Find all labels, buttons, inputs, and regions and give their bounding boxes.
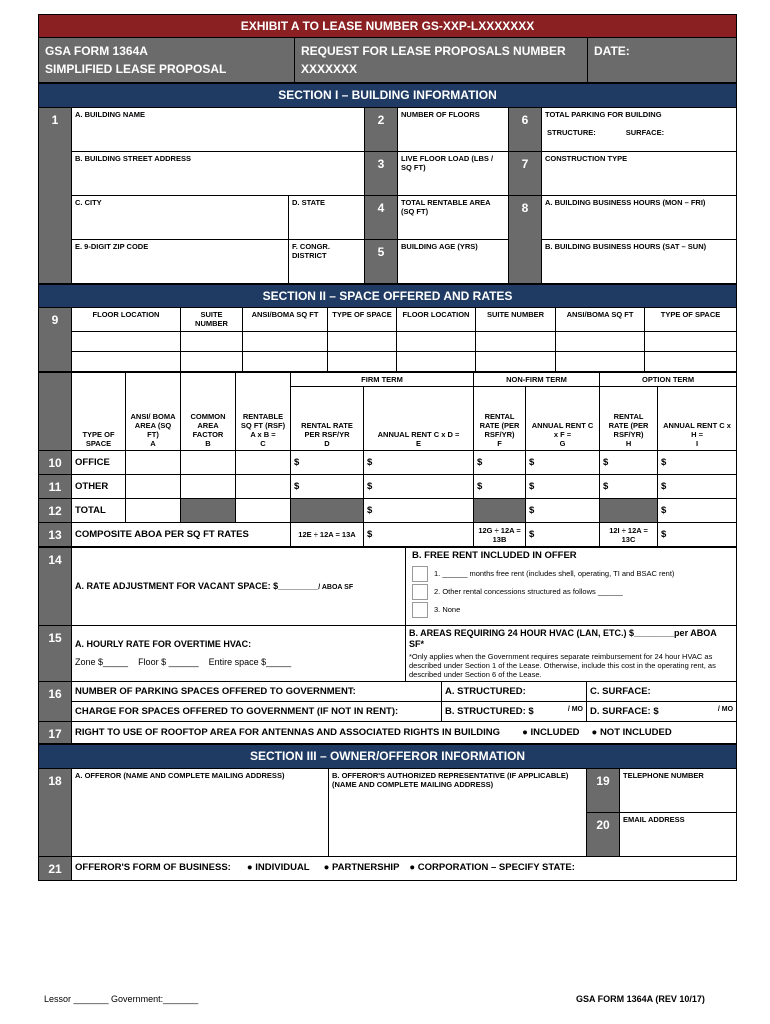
row-number-21: 21 [39,856,72,880]
city-field[interactable]: C. CITY [72,195,289,239]
rate-cell[interactable]: $ [291,451,364,475]
not-included-label: NOT INCLUDED [599,726,672,738]
shaded-cell [291,499,364,523]
total-label: TOTAL [72,499,126,523]
row-number-1: 1 [39,107,72,283]
office-label: OFFICE [72,451,126,475]
row-number-12: 12 [39,499,72,523]
section-1-title: SECTION I – BUILDING INFORMATION [39,84,737,107]
shaded-cell [474,499,526,523]
col-ansi-label: ANSI/ BOMA AREA (SQ FT) [130,412,176,440]
shaded-cell [600,499,658,523]
form-header [38,14,737,83]
col-rent-firm-letter: E [416,439,422,449]
congr-district-field[interactable]: F. CONGR. DISTRICT [289,239,365,283]
rate-cell[interactable] [181,475,236,499]
row-number-4: 4 [365,195,398,239]
space-header: ANSI/BOMA SQ FT [243,308,328,332]
space-cell[interactable] [556,352,645,372]
parking-structured-field[interactable]: A. STRUCTURED: [442,681,587,701]
individual-option[interactable]: ● INDIVIDUAL [246,862,310,874]
space-cell[interactable] [181,332,243,352]
rate-adjustment-unit: / ABOA SF [318,583,354,591]
col-rent-nonfirm-letter: G [559,439,566,449]
col-rent-firm [364,387,474,451]
col-rate-firm-letter: D [324,439,330,449]
overtime-hvac-field[interactable] [72,626,406,682]
rate-cell[interactable] [181,451,236,475]
total-parking-label: TOTAL PARKING FOR BUILDING [545,109,662,119]
parking-charge-label: CHARGE FOR SPACES OFFERED TO GOVERNMENT (IF NOT IN RENT): [72,701,442,721]
construction-type-field[interactable]: CONSTRUCTION TYPE [542,151,737,195]
row-number-14: 14 [39,548,72,626]
non-firm-term-header: NON-FIRM TERM [474,373,600,387]
rate-cell[interactable] [126,475,181,499]
space-cell[interactable] [72,332,181,352]
col-rate-firm [291,387,364,451]
formula-13b: 12G ÷ 12A = 13B [474,523,526,547]
hvac-24-field[interactable] [406,626,737,682]
zip-field[interactable]: E. 9-DIGIT ZIP CODE [72,239,289,283]
lease-proposal-form [38,14,736,881]
space-cell[interactable] [328,332,397,352]
col-common-area [181,373,236,451]
building-name-field[interactable]: A. BUILDING NAME [72,107,365,151]
firm-term-header: FIRM TERM [291,373,474,387]
space-header: FLOOR LOCATION [72,308,181,332]
option-term-header: OPTION TERM [600,373,737,387]
rate-cell[interactable]: $ [658,523,737,547]
row-number-18: 18 [39,768,72,856]
col-rate-nonfirm [474,387,526,451]
col-rent-firm-label: ANNUAL RENT C x D = [377,430,460,440]
rate-cell[interactable]: $ [364,523,474,547]
hvac-rates [75,657,402,668]
formula-13c: 12I ÷ 12A = 13C [600,523,658,547]
space-header: FLOOR LOCATION [397,308,476,332]
rate-cell[interactable] [126,451,181,475]
included-label: INCLUDED [530,726,580,738]
exhibit-title: EXHIBIT A TO LEASE NUMBER GS-XXP-LXXXXXXX [39,15,737,38]
space-cell[interactable] [243,332,328,352]
checkbox[interactable] [412,566,428,582]
space-header: SUITE NUMBER [476,308,556,332]
rate-cell[interactable]: $ [600,475,658,499]
col-rate-nonfirm-letter: F [497,439,502,449]
hvac-title: A. HOURLY RATE FOR OVERTIME HVAC: [75,639,252,650]
rate-cell[interactable]: $ [526,499,600,523]
hvac-24-title: B. AREAS REQUIRING 24 HOUR HVAC (LAN, ETC.) $________per ABOA SF* [409,628,717,649]
included-option[interactable]: ● INCLUDED [522,726,580,738]
row-number-19: 19 [587,768,620,812]
initials-line: Lessor _______ Government:_______ [44,994,199,1004]
rentable-area-field[interactable]: TOTAL RENTABLE AREA (SQ FT) [398,195,509,239]
col-rent-option [658,387,737,451]
free-rent-option-3-label: 3. None [434,604,461,614]
section-3-title: SECTION III – OWNER/OFFEROR INFORMATION [39,745,737,768]
other-label: OTHER [72,475,126,499]
col-rate-option-letter: H [625,439,632,449]
row-number-3: 3 [365,151,398,195]
form-of-business-label: OFFEROR'S FORM OF BUSINESS: [75,862,231,874]
rate-cell[interactable]: $ [526,523,600,547]
space-cell[interactable] [397,332,476,352]
rate-cell[interactable]: $ [526,475,600,499]
per-month: / MO [567,705,583,713]
rate-cell[interactable]: $ [474,475,526,499]
hvac-24-note: *Only applies when the Government requires separate reimbursement for 24 hour HVAC as described under Section 1 of the Lease. Otherwise, include this cost in the operating rent, as described under Section 6 of the Lease. [409,651,716,679]
free-rent-option-2[interactable] [412,584,730,600]
free-rent-option-1[interactable] [412,566,730,582]
row-number-2: 2 [365,107,398,151]
space-header: TYPE OF SPACE [328,308,397,332]
space-cell[interactable] [328,352,397,372]
col-rate-firm-label: RENTAL RATE PER RSF/YR [301,421,353,440]
col-ansi-letter: A [150,439,156,449]
section-2-title: SECTION II – SPACE OFFERED AND RATES [39,284,737,307]
rate-cell[interactable] [236,451,291,475]
space-cell[interactable] [556,332,645,352]
free-rent-title: B. FREE RENT INCLUDED IN OFFER [412,550,577,562]
form-of-business-row [72,856,737,880]
checkbox[interactable] [412,602,428,618]
row-number-9: 9 [39,308,72,372]
space-cell[interactable] [72,352,181,372]
space-cell[interactable] [476,332,556,352]
hvac-zone[interactable]: Zone $_____ [75,656,129,667]
col-rent-option-label: ANNUAL RENT C x H = [663,421,731,440]
col-rate-option [600,387,658,451]
rate-cell[interactable]: $ [364,451,474,475]
row-number-13: 13 [39,523,72,547]
rate-cell[interactable]: $ [364,475,474,499]
row-number-7: 7 [509,151,542,195]
surface-label: SURFACE: [625,127,665,137]
free-rent-option-3[interactable] [412,602,730,618]
rate-cell[interactable]: $ [291,475,364,499]
total-parking-field[interactable] [542,107,737,151]
form-revision: GSA FORM 1364A (REV 10/17) [576,994,705,1004]
col-rent-nonfirm-label: ANNUAL RENT C x F = [531,421,594,440]
charge-structured-field[interactable] [442,701,587,721]
hvac-entire-space[interactable]: Entire space $_____ [208,656,292,667]
free-rent-option-1-label: 1. ______ months free rent (includes shell, operating, TI and BSAC rent) [434,568,675,578]
partnership-option[interactable]: ● PARTNERSHIP [323,862,400,874]
space-cell[interactable] [181,352,243,372]
row-number-10: 10 [39,451,72,475]
telephone-field[interactable]: TELEPHONE NUMBER [620,768,737,812]
hours-mon-fri-field[interactable]: A. BUILDING BUSINESS HOURS (MON – FRI) [542,195,737,239]
row-number-5: 5 [365,239,398,283]
space-cell[interactable] [243,352,328,372]
col-rate-option-label: RENTAL RATE (PER RSF/YR) [608,412,649,440]
col-rentable-sqft [236,373,291,451]
composite-label: COMPOSITE ABOA PER SQ FT RATES [72,523,291,547]
col-common-letter: B [205,439,211,449]
section-1 [38,83,737,283]
parking-surface-field[interactable]: C. SURFACE: [587,681,737,701]
col-rent-nonfirm [526,387,600,451]
form-name: GSA FORM 1364A [45,44,148,59]
space-cell[interactable] [645,352,737,372]
offeror-field[interactable]: A. OFFEROR (NAME AND COMPLETE MAILING ADDRESS) [72,768,329,856]
date-field[interactable]: DATE: [588,38,737,83]
col-common-label: COMMON AREA FACTOR [190,412,226,440]
row-number-20: 20 [587,812,620,856]
street-address-field[interactable]: B. BUILDING STREET ADDRESS [72,151,365,195]
rate-adjustment-label: A. RATE ADJUSTMENT FOR VACANT SPACE: $ [75,580,279,591]
rooftop-row [72,721,737,743]
row-number-6: 6 [509,107,542,151]
space-header: SUITE NUMBER [181,308,243,332]
rate-cell[interactable] [126,499,181,523]
col-ansi-boma [126,373,181,451]
individual-label: INDIVIDUAL [255,862,310,874]
space-header: TYPE OF SPACE [645,308,737,332]
col-rent-option-letter: I [695,439,699,449]
col-rsf-label: RENTABLE SQ FT (RSF) A x B = [240,412,286,440]
parking-offered-label: NUMBER OF PARKING SPACES OFFERED TO GOVERNMENT: [72,681,442,701]
col-type-of-space: TYPE OF SPACE [72,373,126,451]
section-3 [38,744,737,880]
rate-cell[interactable] [236,475,291,499]
rate-cell[interactable]: $ [658,475,737,499]
form-name-cell [39,38,295,83]
row-number-8: 8 [509,195,542,283]
rate-cell[interactable] [236,499,291,523]
rate-cell[interactable]: $ [474,451,526,475]
corporation-label: CORPORATION – SPECIFY STATE: [417,862,575,874]
floor-load-field[interactable]: LIVE FLOOR LOAD (LBS / SQ FT) [398,151,509,195]
row-number-16: 16 [39,681,72,721]
row-number-11: 11 [39,475,72,499]
rate-cell[interactable]: $ [658,451,737,475]
section-2-space [38,284,737,372]
checkbox[interactable] [412,584,428,600]
rates-corner [39,373,72,451]
free-rent-option-2-label: 2. Other rental concessions structured as follows ______ [434,586,623,596]
state-field[interactable]: D. STATE [289,195,365,239]
charge-structured-label: B. STRUCTURED: $ [445,705,534,717]
charge-surface-label: D. SURFACE: $ [590,705,659,717]
col-rsf-letter: C [260,439,266,449]
space-cell[interactable] [645,332,737,352]
rate-cell[interactable]: $ [600,451,658,475]
rate-cell[interactable]: $ [526,451,600,475]
structure-label: STRUCTURE: [547,127,596,137]
rate-cell[interactable]: $ [364,499,474,523]
rate-adjustment-field[interactable] [72,548,406,626]
charge-surface-field[interactable] [587,701,737,721]
section-2-other [38,547,737,744]
rooftop-label: RIGHT TO USE OF ROOFTOP AREA FOR ANTENNAS AND ASSOCIATED RIGHTS IN BUILDING [75,726,501,738]
shaded-cell [181,499,236,523]
row-number-17: 17 [39,721,72,743]
corporation-option[interactable]: ● CORPORATION – SPECIFY STATE: [409,862,575,874]
row-number-15: 15 [39,626,72,682]
col-rate-nonfirm-label: RENTAL RATE (PER RSF/YR) [479,412,520,440]
per-month: / MO [717,705,734,713]
formula-13a: 12E ÷ 12A = 13A [291,523,364,547]
not-included-option[interactable]: ● NOT INCLUDED [591,726,672,738]
section-2-rates [38,372,737,547]
space-cell[interactable] [476,352,556,372]
floors-field[interactable]: NUMBER OF FLOORS [398,107,509,151]
rfp-value: XXXXXXX [301,62,358,77]
space-header: ANSI/BOMA SQ FT [556,308,645,332]
form-subtitle: SIMPLIFIED LEASE PROPOSAL [45,62,227,77]
hours-sat-sun-field[interactable]: B. BUILDING BUSINESS HOURS (SAT – SUN) [542,239,737,283]
authorized-rep-field[interactable]: B. OFFEROR'S AUTHORIZED REPRESENTATIVE (IF APPLICABLE) (NAME AND COMPLETE MAILING ADDRESS) [329,768,587,856]
space-cell[interactable] [397,352,476,372]
rfp-label: REQUEST FOR LEASE PROPOSALS NUMBER [301,44,566,59]
email-field[interactable]: EMAIL ADDRESS [620,812,737,856]
hvac-floor[interactable]: Floor $ ______ [138,656,199,667]
building-age-field[interactable]: BUILDING AGE (YRS) [398,239,509,283]
rate-cell[interactable]: $ [658,499,737,523]
free-rent-box [406,548,737,626]
partnership-label: PARTNERSHIP [332,862,400,874]
rfp-cell [295,38,588,83]
rate-adjustment-blank: ________ [278,580,319,591]
